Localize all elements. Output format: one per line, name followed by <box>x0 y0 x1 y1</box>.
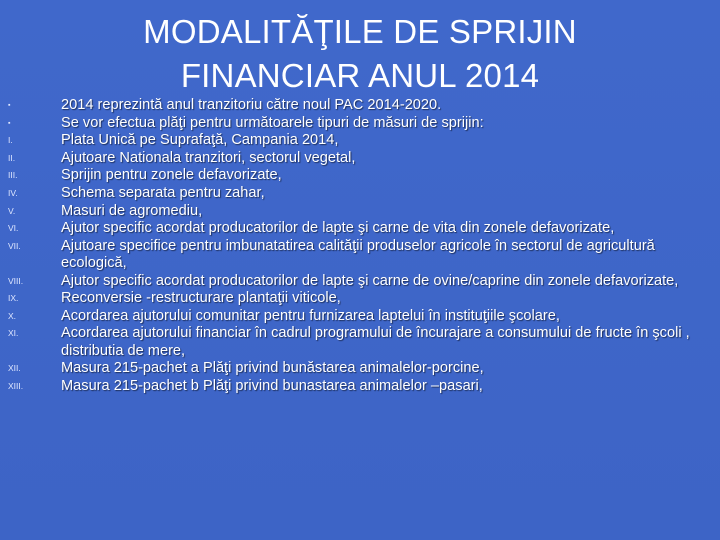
roman-numeral-marker: XIII. <box>8 380 24 391</box>
roman-numeral-marker: IV. <box>8 187 18 198</box>
list-item-text: Plata Unică pe Suprafaţă, Campania 2014, <box>61 132 339 149</box>
list-item-text: Acordarea ajutorului comunitar pentru furnizarea laptelui în instituţiile şcolare, <box>61 307 560 324</box>
roman-numeral-marker: X. <box>8 310 17 321</box>
roman-numeral-marker: I. <box>8 135 13 146</box>
list-item <box>8 273 718 290</box>
list-item <box>8 167 718 184</box>
roman-numeral-marker: IX. <box>8 293 19 304</box>
list-item <box>8 378 718 395</box>
list-item-text: Ajutor specific acordat producatorilor de lapte şi carne de vita din zonele defavorizate, <box>61 220 615 237</box>
list-item-text: Reconversie -restructurare plantaţii viticole, <box>61 290 341 307</box>
list-item <box>8 290 718 307</box>
roman-numeral-marker: XII. <box>8 363 21 374</box>
title-line-2: FINANCIAR ANUL 2014 <box>180 57 540 94</box>
roman-numeral-marker: II. <box>8 152 16 163</box>
list-item-text: Sprijin pentru zonele defavorizate, <box>61 167 282 184</box>
list-item <box>8 308 718 325</box>
list-item-text: Se vor efectua plăţi pentru următoarele tipuri de măsuri de sprijin: <box>61 114 484 131</box>
list-item-text: Acordarea ajutorului financiar în cadrul programului de încurajare a consumului de fructe în şcoli , distributia de mere, <box>61 325 690 359</box>
list-item <box>8 203 718 220</box>
roman-numeral-marker: V. <box>8 205 16 216</box>
list-item-text: Schema separata pentru zahar, <box>61 184 265 201</box>
bullet-marker: ▪ <box>8 119 11 127</box>
list-item <box>8 150 718 167</box>
list-item-text: Masura 215-pachet a Plăţi privind bunăstarea animalelor-porcine, <box>61 360 484 377</box>
title-line-1: MODALITĂŢILE DE SPRIJIN <box>143 13 577 50</box>
list-item-text: Masuri de agromediu, <box>61 202 203 219</box>
support-measures-list <box>8 97 718 395</box>
bullet-marker: ▪ <box>8 102 11 109</box>
list-item <box>8 185 718 202</box>
list-item-text: Masura 215-pachet b Plăţi privind bunastarea animalelor –pasari, <box>61 377 483 394</box>
list-item-text: 2014 reprezintă anul tranzitoriu către noul PAC 2014-2020. <box>61 97 442 113</box>
list-item <box>8 97 718 114</box>
slide-title <box>20 10 700 98</box>
list-item <box>8 325 718 359</box>
roman-numeral-marker: VIII. <box>8 275 24 286</box>
roman-numeral-marker: VI. <box>8 223 19 234</box>
list-item <box>8 238 718 272</box>
list-item-text: Ajutoare specifice pentru imbunatatirea calităţii produselor agricole în sectorul de agricultură ecologică, <box>61 237 655 271</box>
list-item-text: Ajutoare Nationala tranzitori, sectorul vegetal, <box>61 149 356 166</box>
list-item <box>8 132 718 149</box>
list-item <box>8 115 718 132</box>
roman-numeral-marker: XI. <box>8 328 19 339</box>
list-item-text: Ajutor specific acordat producatorilor de lapte şi carne de ovine/caprine din zonele defavorizate, <box>61 272 679 289</box>
list-item <box>8 360 718 377</box>
roman-numeral-marker: III. <box>8 170 18 181</box>
roman-numeral-marker: VII. <box>8 240 21 251</box>
list-item <box>8 220 718 237</box>
